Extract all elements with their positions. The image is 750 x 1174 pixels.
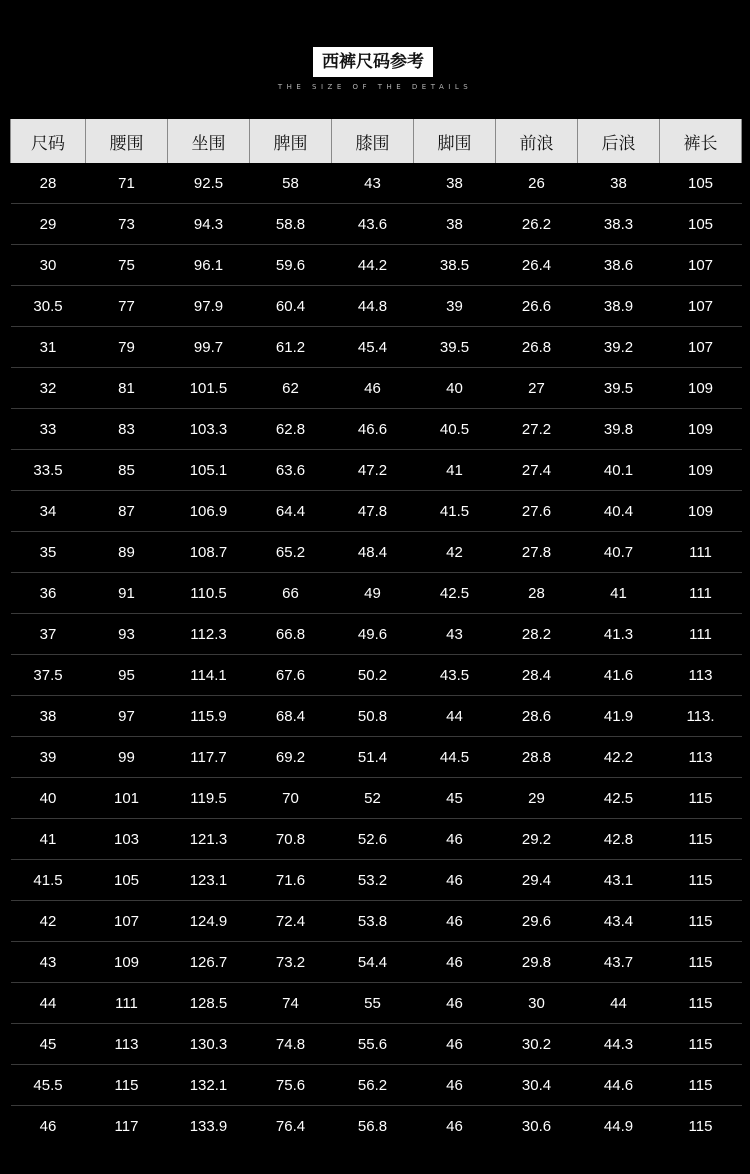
table-row xyxy=(11,983,742,1024)
table-cell: 30.2 xyxy=(496,1024,578,1065)
table-cell: 51.4 xyxy=(332,737,414,778)
column-header: 尺码 xyxy=(11,119,86,163)
table-cell: 113 xyxy=(86,1024,168,1065)
table-cell: 107 xyxy=(660,245,742,286)
table-cell: 115 xyxy=(660,901,742,942)
table-cell: 109 xyxy=(660,409,742,450)
table-cell: 74 xyxy=(250,983,332,1024)
table-cell: 41.5 xyxy=(414,491,496,532)
table-cell: 39.2 xyxy=(578,327,660,368)
table-cell: 56.8 xyxy=(357,1117,388,1135)
table-cell: 115 xyxy=(688,1117,713,1135)
table-cell: 55.6 xyxy=(332,1024,414,1065)
column-header: 脾围 xyxy=(250,119,332,163)
table-cell: 115 xyxy=(660,1024,742,1065)
table-cell: 79 xyxy=(86,327,168,368)
table-row xyxy=(11,696,742,737)
table-cell: 44.8 xyxy=(332,286,414,327)
table-cell: 45 xyxy=(11,1024,86,1065)
table-cell: 43 xyxy=(332,163,414,204)
table-cell: 72.4 xyxy=(250,901,332,942)
table-cell: 47.2 xyxy=(332,450,414,491)
table-cell: 96.1 xyxy=(168,245,250,286)
table-row xyxy=(11,327,742,368)
table-row xyxy=(11,901,742,942)
table-row xyxy=(11,368,742,409)
table-cell: 106.9 xyxy=(168,491,250,532)
table-row xyxy=(11,491,742,532)
table-cell: 133.9 xyxy=(189,1117,228,1135)
table-row xyxy=(11,409,742,450)
table-cell: 40.4 xyxy=(578,491,660,532)
table-cell: 26.8 xyxy=(496,327,578,368)
table-cell: 46 xyxy=(414,942,496,983)
table-cell: 130.3 xyxy=(168,1024,250,1065)
table-cell: 44.3 xyxy=(578,1024,660,1065)
table-row xyxy=(11,1024,742,1065)
page-subtitle: THE SIZE OF THE DETAILS xyxy=(277,83,473,91)
table-cell: 101.5 xyxy=(168,368,250,409)
table-row xyxy=(11,286,742,327)
table-cell: 46 xyxy=(414,901,496,942)
table-cell: 34 xyxy=(11,491,86,532)
table-header-row xyxy=(11,119,742,163)
table-cell: 48.4 xyxy=(332,532,414,573)
table-cell: 41 xyxy=(11,819,86,860)
table-row xyxy=(11,450,742,491)
table-cell: 28 xyxy=(496,573,578,614)
table-cell: 91 xyxy=(86,573,168,614)
table-cell: 29 xyxy=(11,204,86,245)
table-cell: 53.8 xyxy=(332,901,414,942)
table-cell: 30.6 xyxy=(521,1117,552,1135)
table-cell: 46 xyxy=(414,1065,496,1106)
table-cell: 105.1 xyxy=(168,450,250,491)
table-cell: 35 xyxy=(11,532,86,573)
table-cell: 43.1 xyxy=(578,860,660,901)
table-cell: 43.7 xyxy=(578,942,660,983)
title-section xyxy=(0,0,750,118)
table-cell: 46 xyxy=(414,983,496,1024)
table-cell: 50.8 xyxy=(332,696,414,737)
table-cell: 66 xyxy=(250,573,332,614)
table-cell: 44 xyxy=(11,983,86,1024)
table-cell: 115 xyxy=(660,860,742,901)
table-cell: 28.8 xyxy=(496,737,578,778)
table-cell: 109 xyxy=(660,491,742,532)
table-cell: 117.7 xyxy=(168,737,250,778)
table-cell: 115 xyxy=(660,1065,742,1106)
table-cell: 30.5 xyxy=(11,286,86,327)
table-cell: 111 xyxy=(660,532,742,573)
column-header: 腰围 xyxy=(86,119,168,163)
table-cell: 27.6 xyxy=(496,491,578,532)
table-cell: 44.2 xyxy=(332,245,414,286)
table-row xyxy=(11,778,742,819)
table-cell: 124.9 xyxy=(168,901,250,942)
table-cell: 73 xyxy=(86,204,168,245)
table-cell: 29 xyxy=(496,778,578,819)
table-cell: 29.2 xyxy=(496,819,578,860)
table-cell: 68.4 xyxy=(250,696,332,737)
table-cell: 40 xyxy=(414,368,496,409)
table-row xyxy=(11,614,742,655)
table-cell: 37 xyxy=(11,614,86,655)
table-cell: 26.2 xyxy=(496,204,578,245)
table-cell: 47.8 xyxy=(332,491,414,532)
table-cell: 74.8 xyxy=(250,1024,332,1065)
table-cell: 105 xyxy=(86,860,168,901)
table-cell: 108.7 xyxy=(168,532,250,573)
table-cell: 40.7 xyxy=(578,532,660,573)
table-cell: 38 xyxy=(11,696,86,737)
table-cell: 58.8 xyxy=(250,204,332,245)
table-cell: 121.3 xyxy=(168,819,250,860)
table-cell: 60.4 xyxy=(250,286,332,327)
table-cell: 49 xyxy=(332,573,414,614)
table-cell: 29.4 xyxy=(496,860,578,901)
table-cell: 43 xyxy=(11,942,86,983)
table-cell: 58 xyxy=(250,163,332,204)
table-cell: 33 xyxy=(11,409,86,450)
table-cell: 75 xyxy=(86,245,168,286)
table-cell: 38 xyxy=(414,204,496,245)
table-row xyxy=(11,163,742,204)
table-cell: 50.2 xyxy=(332,655,414,696)
table-row xyxy=(11,819,742,860)
table-cell: 42.8 xyxy=(578,819,660,860)
table-cell: 46 xyxy=(446,1117,463,1135)
table-cell: 41.5 xyxy=(11,860,86,901)
table-cell: 92.5 xyxy=(168,163,250,204)
table-cell: 115 xyxy=(660,819,742,860)
table-row xyxy=(11,737,742,778)
table-cell: 55 xyxy=(332,983,414,1024)
table-cell: 44.6 xyxy=(578,1065,660,1106)
table-cell: 43 xyxy=(414,614,496,655)
table-cell: 81 xyxy=(86,368,168,409)
table-cell: 41.6 xyxy=(578,655,660,696)
column-header: 前浪 xyxy=(496,119,578,163)
table-cell: 42 xyxy=(414,532,496,573)
table-cell: 70.8 xyxy=(250,819,332,860)
table-cell: 26.6 xyxy=(496,286,578,327)
table-cell: 114.1 xyxy=(168,655,250,696)
table-cell: 32 xyxy=(11,368,86,409)
table-cell: 107 xyxy=(660,327,742,368)
table-cell: 107 xyxy=(660,286,742,327)
table-cell: 113 xyxy=(660,655,742,696)
table-row xyxy=(11,1065,742,1106)
table-cell: 39.8 xyxy=(578,409,660,450)
table-cell: 66.8 xyxy=(250,614,332,655)
table-cell: 110.5 xyxy=(168,573,250,614)
table-cell: 109 xyxy=(86,942,168,983)
table-cell: 117 xyxy=(114,1117,139,1135)
table-cell: 29.6 xyxy=(496,901,578,942)
table-row xyxy=(11,573,742,614)
table-cell: 76.4 xyxy=(275,1117,306,1135)
table-cell: 119.5 xyxy=(168,778,250,819)
table-cell: 27 xyxy=(496,368,578,409)
table-cell: 44.9 xyxy=(603,1117,634,1135)
table-cell: 87 xyxy=(86,491,168,532)
table-cell: 101 xyxy=(86,778,168,819)
table-cell: 41.9 xyxy=(578,696,660,737)
table-cell: 64.4 xyxy=(250,491,332,532)
table-cell: 107 xyxy=(86,901,168,942)
table-cell: 37.5 xyxy=(11,655,86,696)
table-cell: 30 xyxy=(496,983,578,1024)
table-cell: 38.6 xyxy=(578,245,660,286)
table-cell: 46.6 xyxy=(332,409,414,450)
table-cell: 105 xyxy=(660,204,742,245)
table-cell: 42 xyxy=(11,901,86,942)
table-cell: 42.5 xyxy=(578,778,660,819)
table-cell: 36 xyxy=(11,573,86,614)
table-cell: 26.4 xyxy=(496,245,578,286)
column-header: 脚围 xyxy=(414,119,496,163)
table-cell: 39.5 xyxy=(414,327,496,368)
table-cell: 59.6 xyxy=(250,245,332,286)
table-cell: 103.3 xyxy=(168,409,250,450)
table-cell: 85 xyxy=(86,450,168,491)
table-cell: 115 xyxy=(660,983,742,1024)
column-header: 裤长 xyxy=(660,119,742,163)
table-cell: 111 xyxy=(660,614,742,655)
table-cell: 46 xyxy=(39,1117,57,1135)
table-cell: 43.4 xyxy=(578,901,660,942)
column-header: 膝围 xyxy=(332,119,414,163)
table-cell: 71 xyxy=(86,163,168,204)
table-cell: 46 xyxy=(414,1024,496,1065)
table-cell: 30 xyxy=(11,245,86,286)
table-cell: 44 xyxy=(414,696,496,737)
table-cell: 93 xyxy=(86,614,168,655)
table-cell: 27.8 xyxy=(496,532,578,573)
table-cell: 39 xyxy=(11,737,86,778)
table-cell: 65.2 xyxy=(250,532,332,573)
table-cell: 38.3 xyxy=(578,204,660,245)
table-cell: 94.3 xyxy=(168,204,250,245)
table-cell: 44 xyxy=(578,983,660,1024)
table-cell: 28.4 xyxy=(496,655,578,696)
table-cell: 43.5 xyxy=(414,655,496,696)
size-table xyxy=(10,119,742,1146)
table-cell: 132.1 xyxy=(168,1065,250,1106)
table-cell: 70 xyxy=(250,778,332,819)
table-row xyxy=(11,860,742,901)
table-cell: 28.2 xyxy=(496,614,578,655)
table-cell: 31 xyxy=(11,327,86,368)
table-cell: 33.5 xyxy=(11,450,86,491)
table-cell: 62.8 xyxy=(250,409,332,450)
table-cell: 109 xyxy=(660,450,742,491)
column-header: 坐围 xyxy=(168,119,250,163)
table-cell: 113. xyxy=(660,696,742,737)
table-cell: 73.2 xyxy=(250,942,332,983)
table-cell: 45.5 xyxy=(11,1065,86,1106)
table-cell: 27.2 xyxy=(496,409,578,450)
table-cell: 40.5 xyxy=(414,409,496,450)
table-cell: 115.9 xyxy=(168,696,250,737)
table-cell: 109 xyxy=(660,368,742,409)
table-cell: 26 xyxy=(496,163,578,204)
table-cell: 115 xyxy=(86,1065,168,1106)
table-cell: 71.6 xyxy=(250,860,332,901)
table-row xyxy=(11,655,742,696)
table-cell: 28 xyxy=(11,163,86,204)
table-cell: 56.2 xyxy=(332,1065,414,1106)
table-cell: 77 xyxy=(86,286,168,327)
table-cell: 39 xyxy=(414,286,496,327)
table-cell: 52 xyxy=(332,778,414,819)
table-cell: 27.4 xyxy=(496,450,578,491)
table-cell: 67.6 xyxy=(250,655,332,696)
table-cell: 42.2 xyxy=(578,737,660,778)
table-cell: 111 xyxy=(660,573,742,614)
table-cell: 97 xyxy=(86,696,168,737)
table-cell: 46 xyxy=(414,860,496,901)
table-body xyxy=(11,163,742,1146)
table-cell: 115 xyxy=(660,778,742,819)
table-cell: 38.9 xyxy=(578,286,660,327)
table-cell: 42.5 xyxy=(414,573,496,614)
table-cell: 38.5 xyxy=(414,245,496,286)
table-cell: 44.5 xyxy=(414,737,496,778)
table-cell: 38 xyxy=(414,163,496,204)
table-cell: 38 xyxy=(578,163,660,204)
table-cell: 41 xyxy=(578,573,660,614)
table-cell: 28.6 xyxy=(496,696,578,737)
table-cell: 89 xyxy=(86,532,168,573)
table-cell: 105 xyxy=(660,163,742,204)
table-cell: 40 xyxy=(11,778,86,819)
table-cell: 61.2 xyxy=(250,327,332,368)
table-cell: 112.3 xyxy=(168,614,250,655)
page-title: 西裤尺码参考 xyxy=(313,47,433,77)
column-header: 后浪 xyxy=(578,119,660,163)
table-cell: 63.6 xyxy=(250,450,332,491)
table-cell: 52.6 xyxy=(332,819,414,860)
table-cell: 128.5 xyxy=(168,983,250,1024)
table-cell: 40.1 xyxy=(578,450,660,491)
table-cell: 75.6 xyxy=(250,1065,332,1106)
table-row xyxy=(11,942,742,983)
table-cell: 83 xyxy=(86,409,168,450)
table-row xyxy=(11,1106,742,1147)
table-cell: 29.8 xyxy=(496,942,578,983)
table-cell: 49.6 xyxy=(332,614,414,655)
table-cell: 99 xyxy=(86,737,168,778)
table-cell: 111 xyxy=(86,983,168,1024)
table-cell: 41 xyxy=(414,450,496,491)
table-cell: 103 xyxy=(86,819,168,860)
table-cell: 45.4 xyxy=(332,327,414,368)
table-cell: 115 xyxy=(660,942,742,983)
table-cell: 95 xyxy=(86,655,168,696)
table-cell: 113 xyxy=(660,737,742,778)
table-cell: 54.4 xyxy=(332,942,414,983)
table-row xyxy=(11,204,742,245)
table-cell: 41.3 xyxy=(578,614,660,655)
table-cell: 30.4 xyxy=(496,1065,578,1106)
table-row xyxy=(11,245,742,286)
table-cell: 39.5 xyxy=(578,368,660,409)
table-cell: 53.2 xyxy=(332,860,414,901)
table-cell: 99.7 xyxy=(168,327,250,368)
table-cell: 46 xyxy=(332,368,414,409)
table-cell: 46 xyxy=(414,819,496,860)
table-cell: 97.9 xyxy=(168,286,250,327)
table-cell: 69.2 xyxy=(250,737,332,778)
table-row xyxy=(11,532,742,573)
table-cell: 45 xyxy=(414,778,496,819)
table-cell: 43.6 xyxy=(332,204,414,245)
table-cell: 126.7 xyxy=(168,942,250,983)
table-cell: 123.1 xyxy=(168,860,250,901)
table-cell: 62 xyxy=(250,368,332,409)
